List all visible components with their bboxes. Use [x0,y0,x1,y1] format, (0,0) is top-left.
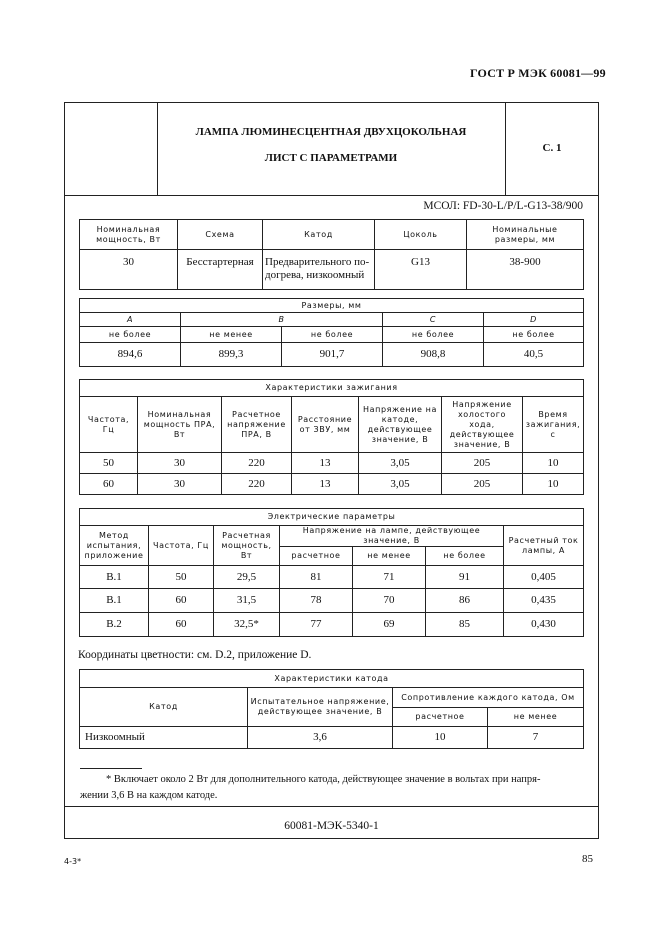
sheet-number: 4-3* [64,857,82,866]
cat-sub-min: не менее [488,708,584,727]
page-number: 85 [582,853,593,865]
header-base: Цоколь [375,220,467,250]
ignition-title: Характеристики зажигания [80,380,584,397]
cat-header-resistance: Сопротивление каждого катода, Ом [393,688,584,708]
ign-header-time: Время зажигания, с [523,397,584,453]
header-sizes: Номинальные размеры, мм [467,220,584,250]
cell: 50 [149,566,214,589]
table-row [80,727,584,749]
value-scheme: Бесстартерная [178,250,263,290]
cell: B.1 [80,589,149,613]
cell: 3,6 [248,727,393,749]
table-row [80,474,584,495]
el-sub-nominal: расчетное [280,547,353,566]
ign-header-cathode-voltage: Напряжение на катоде, действующее значение, В [359,397,442,453]
cell: 0,435 [504,589,584,613]
ign-header-distance: Расстояние от ЗВУ, мм [292,397,359,453]
cell: 205 [442,453,523,474]
cell: 10 [393,727,488,749]
dim-limit-d: не более [484,327,584,343]
standard-number: ГОСТ Р МЭК 60081—99 [470,66,606,80]
cell: 0,405 [504,566,584,589]
dim-limit-b-max: не более [282,327,383,343]
color-coordinates-note: Координаты цветности: см. D.2, приложение D. [78,649,312,661]
cat-header-test-voltage: Испытательное напряжение, действующее значение, В [248,688,393,727]
sheet-label: С. 1 [542,142,562,154]
footnote-line1: * Включает около 2 Вт для дополнительного катода, действующее значение в вольтах при напря- [106,774,541,785]
el-header-voltage: Напряжение на лампе, действующее значение, В [280,526,504,547]
dim-limit-c: не более [383,327,484,343]
footnote [80,772,583,804]
el-header-current: Расчетный ток лампы, А [504,526,584,566]
dim-value-a: 894,6 [80,343,181,367]
cell: 10 [523,453,584,474]
footnote-line2: жении 3,6 В на каждом катоде. [80,790,218,801]
doc-title-line1: ЛАМПА ЛЮМИНЕСЦЕНТНАЯ ДВУХЦОКОЛЬНАЯ [195,126,467,138]
value-base: G13 [375,250,467,290]
title-left-divider [157,102,158,196]
cathode-title: Характеристики катода [80,670,584,688]
cell: 13 [292,453,359,474]
cell: 77 [280,613,353,637]
dimensions-title: Размеры, мм [80,299,584,313]
cell: 50 [80,453,138,474]
dim-value-d: 40,5 [484,343,584,367]
electrical-table [79,508,584,637]
cell: B.2 [80,613,149,637]
table-row [80,453,584,474]
cell: 71 [353,566,426,589]
doc-title-line2: ЛИСТ С ПАРАМЕТРАМИ [264,152,398,164]
header-power: Номинальная мощность, Вт [80,220,178,250]
table-row [80,566,584,589]
el-header-freq: Частота, Гц [149,526,214,566]
cell: 10 [523,474,584,495]
footnote-separator [80,768,142,769]
header-cathode: Катод [263,220,375,250]
header-scheme: Схема [178,220,263,250]
cell: 78 [280,589,353,613]
cell: 30 [138,474,222,495]
table-row [80,589,584,613]
dim-limit-a: не более [80,327,181,343]
value-power: 30 [80,250,178,290]
ign-header-freq: Частота, Гц [80,397,138,453]
cat-sub-nominal: расчетное [393,708,488,727]
el-header-power: Расчетная мощность, Вт [214,526,280,566]
ign-header-open-voltage: Напряжение холостого хода, действующее значение, В [442,397,523,453]
cell: 220 [222,453,292,474]
el-sub-min: не менее [353,547,426,566]
dim-letter-b: B [181,313,383,327]
cell: 220 [222,474,292,495]
table-row [80,613,584,637]
cell: 60 [149,589,214,613]
value-sizes: 38-900 [467,250,584,290]
cell: 29,5 [214,566,280,589]
cell: 85 [426,613,504,637]
cell: 91 [426,566,504,589]
cathode-table [79,669,584,749]
cell: 205 [442,474,523,495]
title-bottom-divider [64,195,599,196]
ignition-table [79,379,584,495]
cell: 7 [488,727,584,749]
cell: 70 [353,589,426,613]
lamp-designation: МСОЛ: FD-30-L/P/L-G13-38/900 [423,200,583,212]
cell: 31,5 [214,589,280,613]
cell: 81 [280,566,353,589]
cell: 3,05 [359,453,442,474]
cell: B.1 [80,566,149,589]
el-sub-max: не более [426,547,504,566]
cell: 13 [292,474,359,495]
cat-header-cathode: Катод [80,688,248,727]
value-cathode: Предварительного по-догрева, низкоомный [263,250,375,290]
document-code: 60081-МЭК-5340-1 [284,820,379,832]
cell: 0,430 [504,613,584,637]
dimensions-table [79,298,584,367]
ign-header-ballast-power: Номинальная мощность ПРА, Вт [138,397,222,453]
cell: 86 [426,589,504,613]
ign-header-ballast-voltage: Расчетное напряжение ПРА, В [222,397,292,453]
electrical-title: Электрические параметры [80,509,584,526]
dim-letter-d: D [484,313,584,327]
cell: 32,5* [214,613,280,637]
cell: Низкоомный [80,727,248,749]
dim-value-b-max: 901,7 [282,343,383,367]
footer-divider [64,806,599,807]
cell: 69 [353,613,426,637]
dim-letter-a: A [80,313,181,327]
cell: 30 [138,453,222,474]
dim-limit-b-min: не менее [181,327,282,343]
cell: 3,05 [359,474,442,495]
dim-value-b-min: 899,3 [181,343,282,367]
cell: 60 [149,613,214,637]
general-table [79,219,584,290]
cell: 60 [80,474,138,495]
dim-letter-c: C [383,313,484,327]
el-header-method: Метод испытания, приложение [80,526,149,566]
dim-value-c: 908,8 [383,343,484,367]
